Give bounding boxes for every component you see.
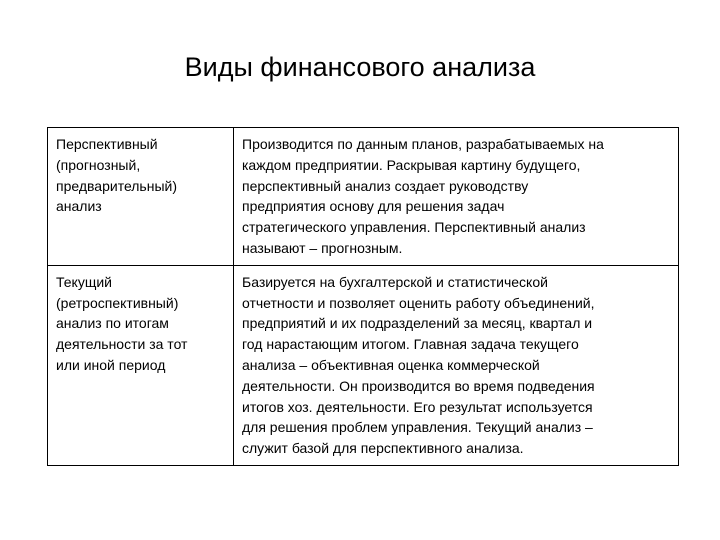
page-title: Виды финансового анализа	[184, 52, 536, 82]
analysis-type-cell: Перспективный (прогнозный, предварительный) анализ	[48, 128, 234, 266]
table-body	[48, 128, 679, 466]
analysis-types-table-container	[47, 127, 678, 466]
analysis-type-cell: Текущий (ретроспективный) анализ по итогам деятельности за тот или иной период	[48, 265, 234, 465]
analysis-description-cell: Производится по данным планов, разрабатываемых на каждом предприятии. Раскрывая картину будущего, перспективный анализ создает руководству предприятия основу для решения задач стратегического управления. Перспективный анализ называют – прогнозным.	[234, 128, 679, 266]
analysis-types-table	[47, 127, 679, 466]
table-row-perspective	[48, 128, 679, 266]
analysis-description-cell: Базируется на бухгалтерской и статистической отчетности и позволяет оценить работу объединений, предприятий и их подразделений за месяц, квартал и год нарастающим итогом. Главная задача текущего анализа – объективная оценка коммерческой деятельности. Он производится во время подведения итогов хоз. деятельности. Его результат используется для решения проблем управления. Текущий анализ – служит базой для перспективного анализа.	[234, 265, 679, 465]
table-row-current	[48, 265, 679, 465]
